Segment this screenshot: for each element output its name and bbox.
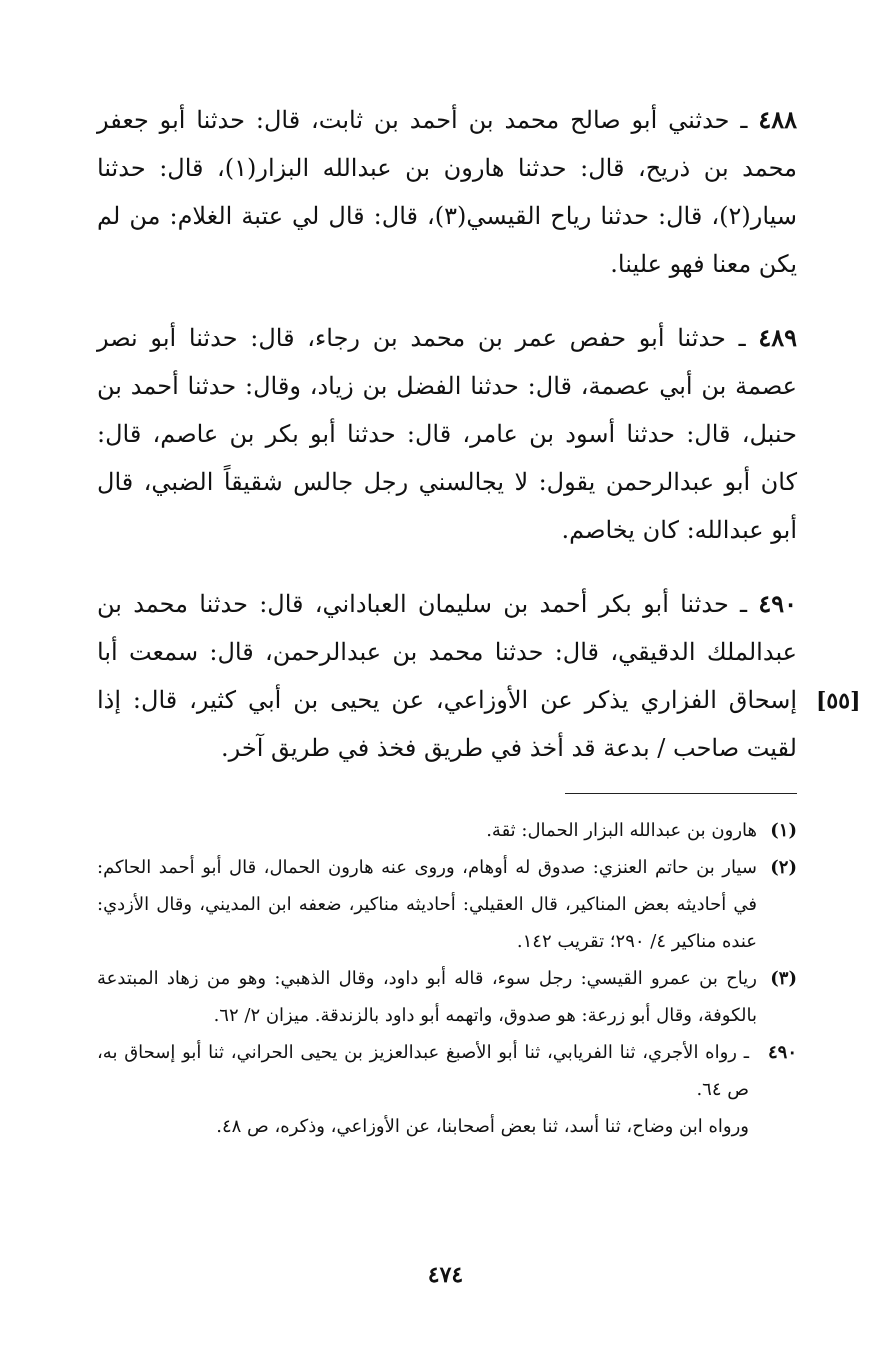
takhrij-text (97, 1108, 749, 1145)
footnote-line: سيار بن حاتم العنزي: صدوق له أوهام، وروى عنه هارون الحمال، قال أبو أحمد الحاكم: في أحاديثه بعض المناكير، قال العقيلي: أحاديثه مناكير، ضعفه ابن المديني، وقال الأزدي: عنده مناكير ٤/ ٢٩٠؛ تقريب ١٤٢. (97, 857, 757, 952)
paragraph-number: ٤٨٨ (758, 105, 797, 134)
takhrij-note-continuation (97, 1108, 797, 1145)
takhrij-line: ـ رواه الأجري، ثنا الفريابي، ثنا أبو الأصبغ عبدالعزيز بن يحيى الحراني، ثنا أبو إسحاق به، ص ٦٤. (97, 1042, 749, 1100)
footnotes (97, 812, 797, 1145)
paragraph-text: ـ حدثني أبو صالح محمد بن أحمد بن ثابت، قال: حدثنا أبو جعفر محمد بن ذريح، قال: حدثنا هارون بن عبدالله البزار(١)، قال: حدثنا سيار(٢)، قال: حدثنا رياح القيسي(٣)، قال: قال لي عتبة الغلام: من لم يكن معنا فهو علينا. (97, 106, 798, 278)
paragraph-text: ـ حدثنا أبو بكر أحمد بن سليمان العباداني، قال: حدثنا محمد بن عبدالملك الدقيقي، قال: حدثنا محمد بن عبدالرحمن، قال: سمعت أبا إسحاق الفزاري يذكر عن الأوزاعي، عن يحيى بن أبي كثير، قال: إذا لقيت صاحب / بدعة قد أخذ في طريق فخذ في طريق آخر. (97, 590, 797, 762)
paragraph-number: ٤٨٩ (758, 323, 797, 352)
page-number: ٤٧٤ (427, 1262, 464, 1288)
takhrij-line: ورواه ابن وضاح، ثنا أسد، ثنا بعض أصحابنا، عن الأوزاعي، وذكره، ص ٤٨. (216, 1116, 749, 1137)
paragraph-490 (97, 580, 797, 772)
footnote-line: هارون بن عبدالله البزار الحمال: ثقة. (486, 820, 757, 841)
main-text (97, 96, 797, 798)
footnote-mark: (١) (770, 820, 797, 841)
footnote-2 (97, 849, 797, 960)
takhrij-note-490 (97, 1034, 797, 1108)
footnote-mark: (٢) (770, 857, 797, 878)
takhrij-mark: ٤٩٠ (767, 1042, 797, 1063)
takhrij-text (97, 1034, 749, 1108)
footnote-3 (97, 960, 797, 1034)
paragraph-text: ـ حدثنا أبو حفص عمر بن محمد بن رجاء، قال: حدثنا أبو نصر عصمة بن أبي عصمة، قال: حدثنا الفضل بن زياد، وقال: حدثنا أحمد بن حنبل، قال: حدثنا أسود بن عامر، قال: حدثنا أبو بكر بن عاصم، قال: كان أبو عبدالرحمن يقول: لا يجالسني رجل جالس شقيقاً الضبي، قال أبو عبدالله: كان يخاصم. (97, 324, 797, 544)
paragraph-488 (97, 96, 797, 288)
footnote-1 (97, 812, 797, 849)
manuscript-folio-marker: [٥٥] (816, 688, 861, 714)
paragraph-489 (97, 314, 797, 554)
footnote-line: رياح بن عمرو القيسي: رجل سوء، قاله أبو داود، وقال الذهبي: وهو من زهاد المبتدعة بالكوفة، وقال أبو زرعة: هو صدوق، واتهمه أبو داود بالزندقة. ميزان ٢/ ٦٢. (97, 968, 757, 1026)
footnote-mark: (٣) (770, 968, 797, 989)
footnote-text (97, 960, 757, 1034)
paragraph-number: ٤٩٠ (758, 589, 798, 618)
footnote-separator (565, 793, 797, 794)
footnote-text (97, 812, 757, 849)
footnote-text (97, 849, 757, 960)
